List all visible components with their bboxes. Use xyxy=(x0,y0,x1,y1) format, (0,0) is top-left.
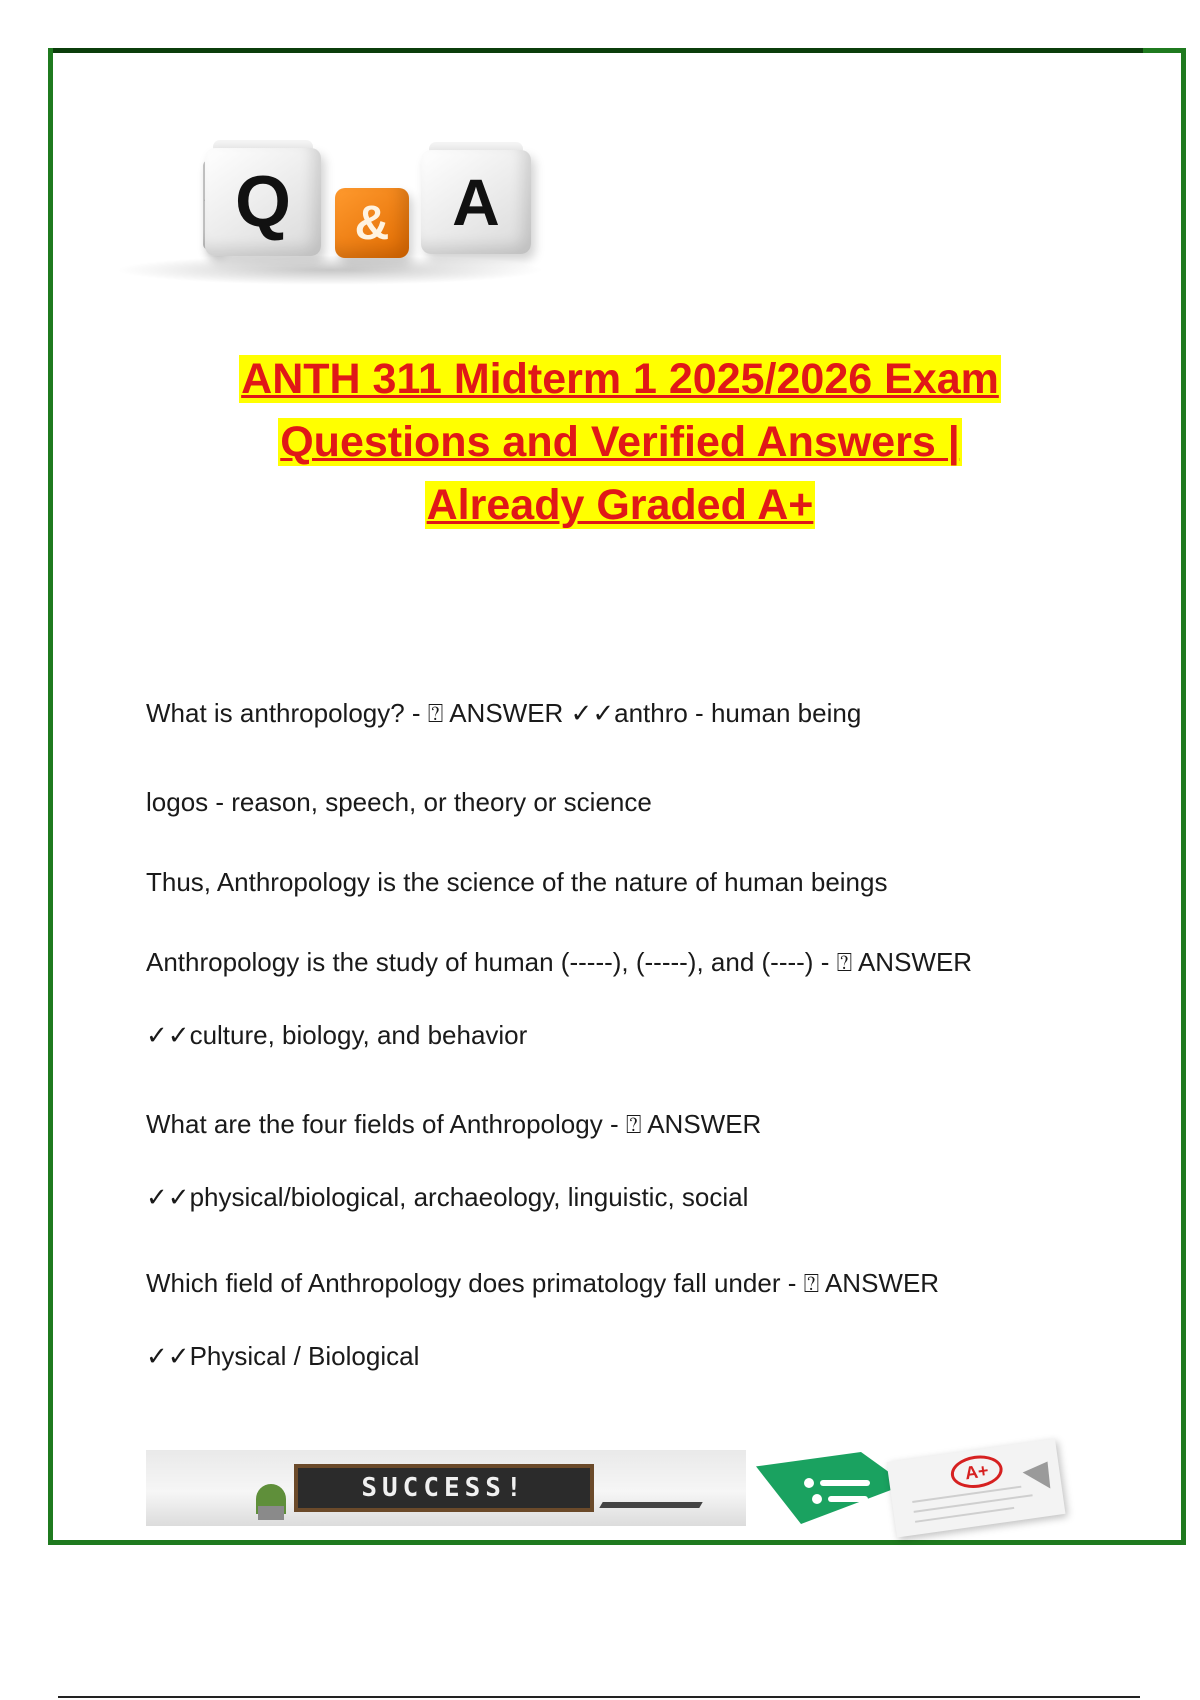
page-bottom-rule xyxy=(58,1696,1140,1698)
answer-line: Thus, Anthropology is the science of the nature of human beings xyxy=(146,867,888,897)
graded-paper-icon xyxy=(887,1439,1066,1538)
list-bar xyxy=(828,1496,868,1502)
footer-banner xyxy=(146,1450,1046,1526)
dice-a: A xyxy=(421,150,531,254)
title-line: Already Graded A+ xyxy=(426,481,814,529)
chalkboard-image xyxy=(146,1450,746,1526)
question-line: Anthropology is the study of human (-----), (-----), and (----) - ⍰ ANSWER xyxy=(146,947,973,977)
list-bar xyxy=(820,1480,870,1486)
spreadsheet-doc-shape xyxy=(756,1452,906,1524)
chalkboard xyxy=(294,1464,594,1512)
logo-shadow xyxy=(115,255,545,285)
answer-line: ✓✓physical/biological, archaeology, linguistic, social xyxy=(146,1182,749,1212)
question-line: What are the four fields of Anthropology - ⍰ ANSWER xyxy=(146,1109,762,1139)
dice-q: Q xyxy=(205,148,321,256)
paper-line xyxy=(914,1494,1033,1513)
paper-line xyxy=(912,1486,1021,1503)
answer-line: ✓✓culture, biology, and behavior xyxy=(146,1020,528,1050)
title-line: Questions and Verified Answers | xyxy=(280,418,960,466)
border-top-accent xyxy=(53,48,1143,53)
dice-ampersand: & xyxy=(335,188,409,258)
spreadsheet-icon xyxy=(756,1452,906,1524)
plant-pot-icon xyxy=(258,1506,284,1520)
answer-line: ✓✓Physical / Biological xyxy=(146,1341,420,1371)
laptop-icon xyxy=(599,1502,702,1508)
question-line: Which field of Anthropology does primatology fall under - ⍰ ANSWER xyxy=(146,1268,940,1298)
document-title xyxy=(130,348,1110,537)
qa-dice-logo xyxy=(95,100,555,300)
list-bullet xyxy=(804,1478,814,1488)
chalkboard-text: SUCCESS! xyxy=(361,1473,527,1503)
list-bullet xyxy=(812,1494,822,1504)
title-line: ANTH 311 Midterm 1 2025/2026 Exam xyxy=(241,355,999,403)
answer-line: logos - reason, speech, or theory or science xyxy=(146,787,652,817)
grade-mark: A+ xyxy=(949,1452,1005,1491)
question-line: What is anthropology? - ⍰ ANSWER ✓✓anthro - human being xyxy=(146,698,862,728)
